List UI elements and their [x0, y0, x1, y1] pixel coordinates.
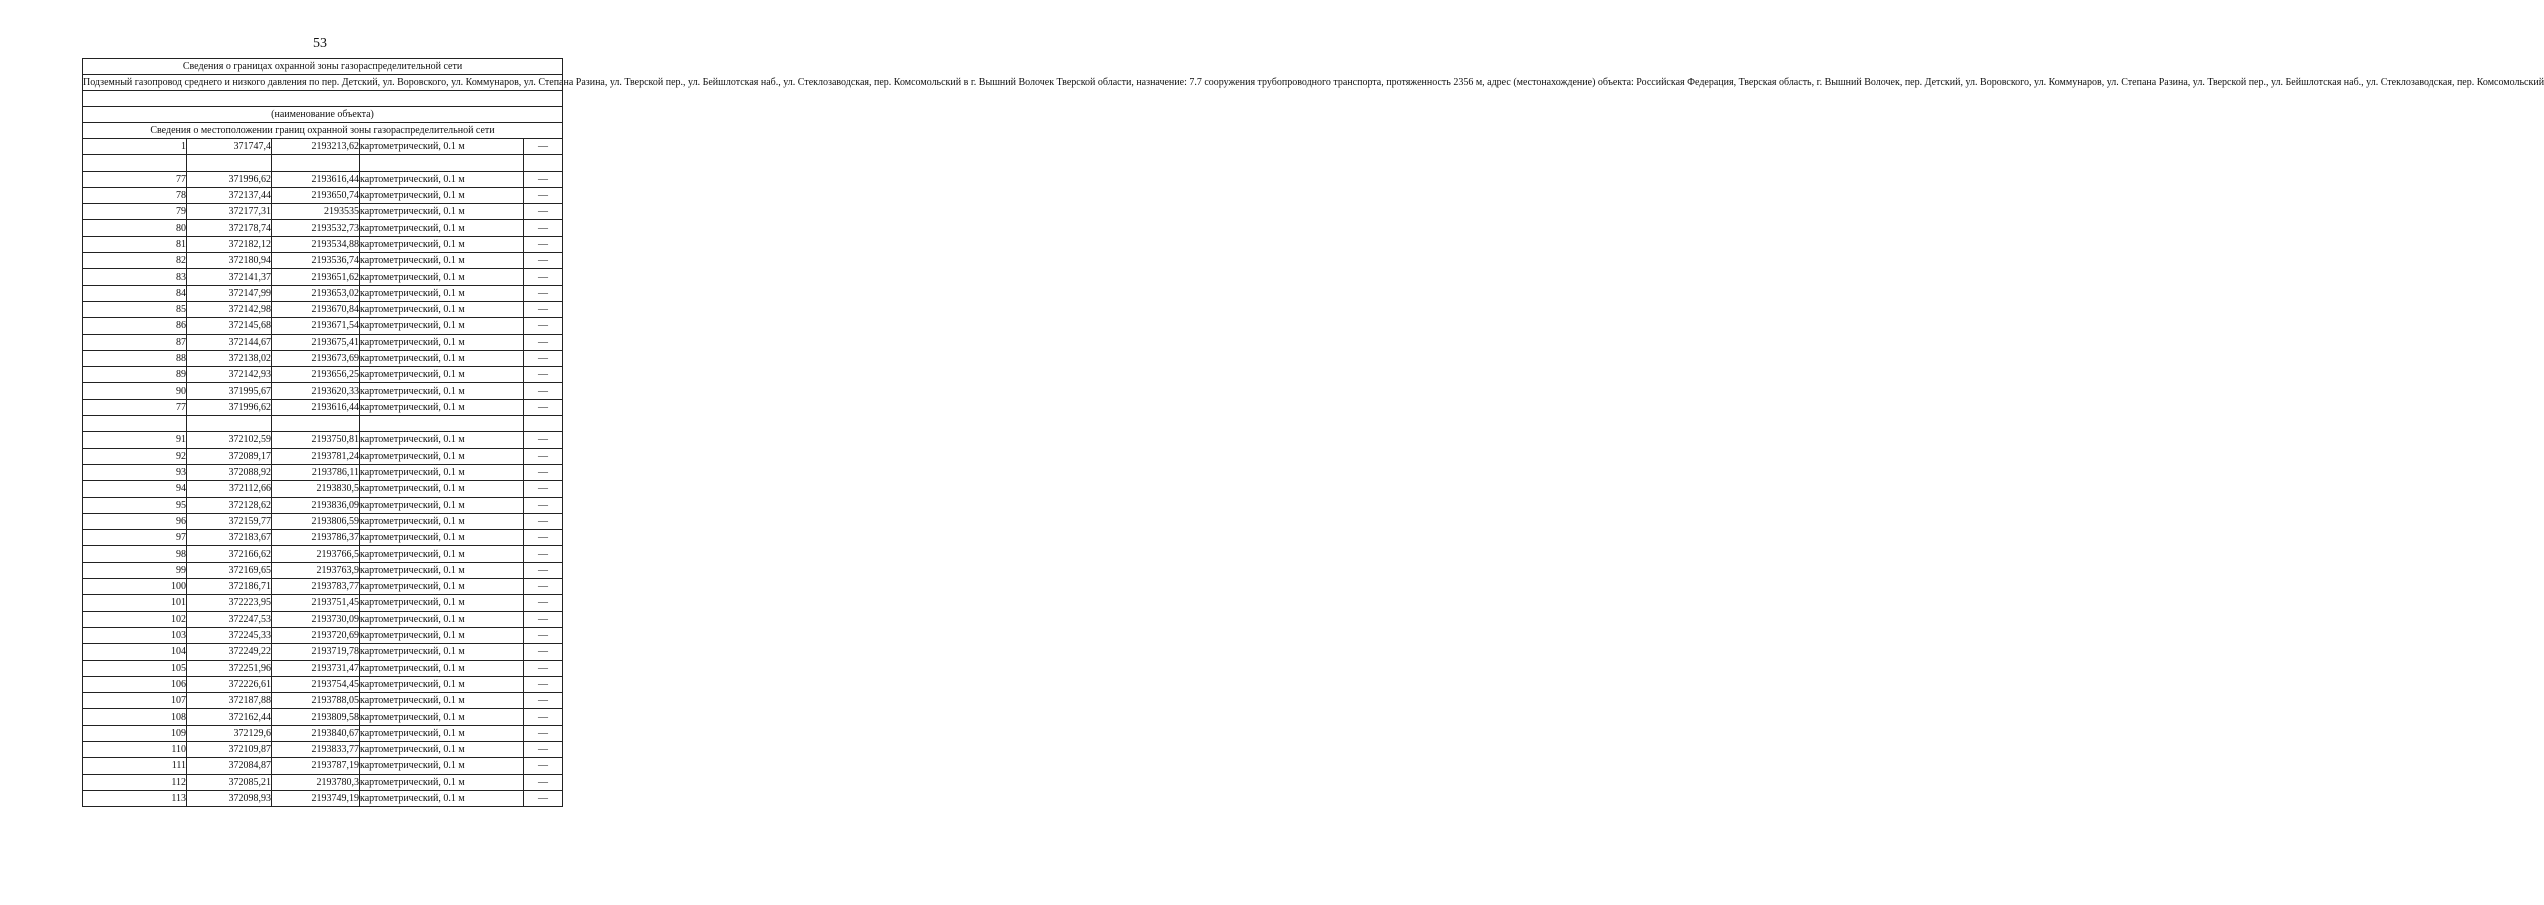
coord-y: 2193750,81 — [272, 432, 360, 448]
point-number: 81 — [83, 236, 187, 252]
method-accuracy: картометрический, 0.1 м — [360, 139, 524, 155]
description-cell: — — [524, 187, 563, 203]
coord-x: 372226,61 — [187, 676, 272, 692]
method-accuracy: картометрический, 0.1 м — [360, 464, 524, 480]
method-accuracy: картометрический, 0.1 м — [360, 350, 524, 366]
table-row — [83, 741, 563, 757]
point-number: 84 — [83, 285, 187, 301]
table-row — [83, 627, 563, 643]
description-cell: — — [524, 611, 563, 627]
table-row — [83, 399, 563, 415]
description-cell: — — [524, 530, 563, 546]
table-row — [83, 285, 563, 301]
table-row — [83, 448, 563, 464]
empty-cell — [524, 155, 563, 171]
point-number: 80 — [83, 220, 187, 236]
method-accuracy: картометрический, 0.1 м — [360, 790, 524, 806]
method-accuracy: картометрический, 0.1 м — [360, 546, 524, 562]
boundaries-table — [82, 58, 2544, 807]
point-number: 98 — [83, 546, 187, 562]
table-row — [83, 676, 563, 692]
coord-y: 2193833,77 — [272, 741, 360, 757]
description-cell: — — [524, 676, 563, 692]
table-row — [83, 204, 563, 220]
description-cell: — — [524, 399, 563, 415]
table-row — [83, 334, 563, 350]
description-cell: — — [524, 171, 563, 187]
method-accuracy: картометрический, 0.1 м — [360, 741, 524, 757]
table-row — [83, 187, 563, 203]
point-number: 88 — [83, 350, 187, 366]
method-accuracy: картометрический, 0.1 м — [360, 660, 524, 676]
coord-x: 372162,44 — [187, 709, 272, 725]
table-row — [83, 497, 563, 513]
coord-y: 2193809,58 — [272, 709, 360, 725]
coord-x: 372177,31 — [187, 204, 272, 220]
method-accuracy: картометрический, 0.1 м — [360, 481, 524, 497]
coord-x: 372142,98 — [187, 301, 272, 317]
coord-x: 372182,12 — [187, 236, 272, 252]
empty-cell — [272, 155, 360, 171]
point-number: 99 — [83, 562, 187, 578]
coord-y: 2193730,09 — [272, 611, 360, 627]
table-row — [83, 530, 563, 546]
method-accuracy: картометрический, 0.1 м — [360, 709, 524, 725]
table-row — [83, 709, 563, 725]
coord-x: 372142,93 — [187, 367, 272, 383]
coord-y: 2193751,45 — [272, 595, 360, 611]
method-accuracy: картометрический, 0.1 м — [360, 399, 524, 415]
empty-cell — [360, 416, 524, 432]
method-accuracy: картометрический, 0.1 м — [360, 513, 524, 529]
coord-y: 2193213,62 — [272, 139, 360, 155]
coord-y: 2193731,47 — [272, 660, 360, 676]
location-header: Сведения о местоположении границ охранной зоны газораспределительной сети — [83, 123, 563, 139]
point-number: 96 — [83, 513, 187, 529]
spacer-row — [83, 91, 563, 107]
table-row — [83, 350, 563, 366]
description-cell: — — [524, 220, 563, 236]
coord-x: 372141,37 — [187, 269, 272, 285]
point-number: 97 — [83, 530, 187, 546]
coord-x: 372084,87 — [187, 758, 272, 774]
method-accuracy: картометрический, 0.1 м — [360, 579, 524, 595]
point-number: 90 — [83, 383, 187, 399]
method-accuracy: картометрический, 0.1 м — [360, 611, 524, 627]
coord-x: 372138,02 — [187, 350, 272, 366]
coord-y: 2193616,44 — [272, 171, 360, 187]
coord-y: 2193534,88 — [272, 236, 360, 252]
empty-cell — [187, 155, 272, 171]
description-cell: — — [524, 481, 563, 497]
point-number: 108 — [83, 709, 187, 725]
table-row — [83, 236, 563, 252]
coord-x: 372223,95 — [187, 595, 272, 611]
table-row — [83, 579, 563, 595]
point-number: 102 — [83, 611, 187, 627]
separator-row — [83, 155, 563, 171]
point-number: 103 — [83, 627, 187, 643]
coord-x: 372180,94 — [187, 253, 272, 269]
method-accuracy: картометрический, 0.1 м — [360, 448, 524, 464]
method-accuracy: картометрический, 0.1 м — [360, 644, 524, 660]
coord-y: 2193830,5 — [272, 481, 360, 497]
method-accuracy: картометрический, 0.1 м — [360, 367, 524, 383]
coord-y: 2193840,67 — [272, 725, 360, 741]
method-accuracy: картометрический, 0.1 м — [360, 693, 524, 709]
coord-y: 2193749,19 — [272, 790, 360, 806]
coord-x: 372159,77 — [187, 513, 272, 529]
description-cell: — — [524, 660, 563, 676]
point-number: 101 — [83, 595, 187, 611]
coord-y: 2193836,09 — [272, 497, 360, 513]
table-row — [83, 595, 563, 611]
table-title: Сведения о границах охранной зоны газораспределительной сети — [83, 59, 563, 75]
coord-y: 2193763,9 — [272, 562, 360, 578]
coord-y: 2193673,69 — [272, 350, 360, 366]
empty-cell — [83, 155, 187, 171]
description-cell: — — [524, 774, 563, 790]
method-accuracy: картометрический, 0.1 м — [360, 187, 524, 203]
coord-y: 2193806,59 — [272, 513, 360, 529]
object-description: Подземный газопровод среднего и низкого давления по пер. Детский, ул. Воровского, ул. Коммунаров, ул. Степана Разина, ул. Тверской пер., ул. Бейшлотская наб., ул. Стеклозаводская, пер. Комсомольский в г. Вышний Волочек Тверской области, назначение: 7.7 сооружения трубопроводного транспорта, протяженность 2356 м, адрес (местонахождение) объекта: Российская Федерация, Тверская область, г. Вышний Волочек, пер. Детский, ул. Воровского, ул. Коммунаров, ул. Степана Разина, ул. Тверской пер., ул. Бейшлотская наб., ул. Стеклозаводская, пер. Комсомольский — [83, 75, 563, 91]
coord-x: 372112,66 — [187, 481, 272, 497]
coord-y: 2193787,19 — [272, 758, 360, 774]
description-cell: — — [524, 758, 563, 774]
coord-x: 372186,71 — [187, 579, 272, 595]
table-row — [83, 464, 563, 480]
description-cell: — — [524, 725, 563, 741]
coord-y: 2193786,37 — [272, 530, 360, 546]
coord-x: 372128,62 — [187, 497, 272, 513]
point-number: 100 — [83, 579, 187, 595]
method-accuracy: картометрический, 0.1 м — [360, 204, 524, 220]
coord-x: 372102,59 — [187, 432, 272, 448]
description-cell: — — [524, 562, 563, 578]
point-number: 82 — [83, 253, 187, 269]
description-cell: — — [524, 204, 563, 220]
description-cell: — — [524, 236, 563, 252]
separator-row — [83, 416, 563, 432]
coord-y: 2193620,33 — [272, 383, 360, 399]
coord-x: 372089,17 — [187, 448, 272, 464]
method-accuracy: картометрический, 0.1 м — [360, 676, 524, 692]
table-row — [83, 513, 563, 529]
point-number: 93 — [83, 464, 187, 480]
description-cell: — — [524, 448, 563, 464]
point-number: 78 — [83, 187, 187, 203]
coord-y: 2193781,24 — [272, 448, 360, 464]
description-cell: — — [524, 318, 563, 334]
method-accuracy: картометрический, 0.1 м — [360, 236, 524, 252]
coord-y: 2193535 — [272, 204, 360, 220]
description-cell: — — [524, 285, 563, 301]
point-number: 105 — [83, 660, 187, 676]
description-cell: — — [524, 546, 563, 562]
point-number: 111 — [83, 758, 187, 774]
table-row — [83, 644, 563, 660]
method-accuracy: картометрический, 0.1 м — [360, 220, 524, 236]
coord-x: 372145,68 — [187, 318, 272, 334]
method-accuracy: картометрический, 0.1 м — [360, 285, 524, 301]
point-number: 77 — [83, 399, 187, 415]
coord-y: 2193656,25 — [272, 367, 360, 383]
coord-x: 372088,92 — [187, 464, 272, 480]
method-accuracy: картометрический, 0.1 м — [360, 301, 524, 317]
point-number: 110 — [83, 741, 187, 757]
point-number: 77 — [83, 171, 187, 187]
empty-cell — [83, 416, 187, 432]
description-cell: — — [524, 627, 563, 643]
coord-y: 2193766,5 — [272, 546, 360, 562]
coord-y: 2193653,02 — [272, 285, 360, 301]
point-number: 107 — [83, 693, 187, 709]
description-cell: — — [524, 301, 563, 317]
method-accuracy: картометрический, 0.1 м — [360, 269, 524, 285]
coord-x: 372129,6 — [187, 725, 272, 741]
coord-y: 2193788,05 — [272, 693, 360, 709]
method-accuracy: картометрический, 0.1 м — [360, 595, 524, 611]
description-cell: — — [524, 579, 563, 595]
point-number: 109 — [83, 725, 187, 741]
coord-x: 371996,62 — [187, 399, 272, 415]
method-accuracy: картометрический, 0.1 м — [360, 171, 524, 187]
method-accuracy: картометрический, 0.1 м — [360, 627, 524, 643]
empty-cell — [360, 155, 524, 171]
coord-y: 2193780,3 — [272, 774, 360, 790]
method-accuracy: картометрический, 0.1 м — [360, 758, 524, 774]
table-row — [83, 220, 563, 236]
table-row — [83, 611, 563, 627]
coord-x: 372187,88 — [187, 693, 272, 709]
coord-y: 2193719,78 — [272, 644, 360, 660]
table-row — [83, 301, 563, 317]
description-cell: — — [524, 513, 563, 529]
point-number: 79 — [83, 204, 187, 220]
coord-y: 2193650,74 — [272, 187, 360, 203]
description-cell: — — [524, 644, 563, 660]
description-cell: — — [524, 464, 563, 480]
coord-x: 371996,62 — [187, 171, 272, 187]
point-number: 1 — [83, 139, 187, 155]
coord-x: 371995,67 — [187, 383, 272, 399]
point-number: 91 — [83, 432, 187, 448]
page-number: 53 — [313, 36, 327, 51]
empty-cell — [524, 416, 563, 432]
point-number: 87 — [83, 334, 187, 350]
coord-x: 371747,4 — [187, 139, 272, 155]
coord-x: 372247,53 — [187, 611, 272, 627]
method-accuracy: картометрический, 0.1 м — [360, 253, 524, 269]
method-accuracy: картометрический, 0.1 м — [360, 725, 524, 741]
table-row — [83, 432, 563, 448]
point-number: 112 — [83, 774, 187, 790]
table-row — [83, 725, 563, 741]
table-row — [83, 171, 563, 187]
point-number: 85 — [83, 301, 187, 317]
table-row — [83, 546, 563, 562]
table-row — [83, 660, 563, 676]
method-accuracy: картометрический, 0.1 м — [360, 383, 524, 399]
table-row — [83, 562, 563, 578]
description-cell: — — [524, 741, 563, 757]
method-accuracy: картометрический, 0.1 м — [360, 334, 524, 350]
description-cell: — — [524, 334, 563, 350]
description-cell: — — [524, 497, 563, 513]
description-cell: — — [524, 790, 563, 806]
table-row — [83, 693, 563, 709]
coord-x: 372166,62 — [187, 546, 272, 562]
table-row — [83, 269, 563, 285]
coord-x: 372249,22 — [187, 644, 272, 660]
coord-y: 2193536,74 — [272, 253, 360, 269]
point-number: 86 — [83, 318, 187, 334]
table-row — [83, 383, 563, 399]
table-row — [83, 318, 563, 334]
table-row — [83, 774, 563, 790]
table-row — [83, 481, 563, 497]
table-row — [83, 790, 563, 806]
table-row — [83, 253, 563, 269]
coord-y: 2193786,11 — [272, 464, 360, 480]
description-cell: — — [524, 269, 563, 285]
point-number: 106 — [83, 676, 187, 692]
coord-y: 2193720,69 — [272, 627, 360, 643]
coord-x: 372098,93 — [187, 790, 272, 806]
method-accuracy: картометрический, 0.1 м — [360, 530, 524, 546]
coord-x: 372144,67 — [187, 334, 272, 350]
coord-y: 2193783,77 — [272, 579, 360, 595]
description-cell: — — [524, 432, 563, 448]
method-accuracy: картометрический, 0.1 м — [360, 497, 524, 513]
point-number: 94 — [83, 481, 187, 497]
coord-x: 372169,65 — [187, 562, 272, 578]
method-accuracy: картометрический, 0.1 м — [360, 562, 524, 578]
empty-cell — [187, 416, 272, 432]
description-cell: — — [524, 595, 563, 611]
description-cell: — — [524, 350, 563, 366]
coord-x: 372251,96 — [187, 660, 272, 676]
coord-y: 2193754,45 — [272, 676, 360, 692]
object-caption: (наименование объекта) — [83, 107, 563, 123]
point-number: 104 — [83, 644, 187, 660]
coord-y: 2193532,73 — [272, 220, 360, 236]
coord-x: 372147,99 — [187, 285, 272, 301]
coord-y: 2193675,41 — [272, 334, 360, 350]
description-cell: — — [524, 383, 563, 399]
description-cell: — — [524, 367, 563, 383]
point-number: 83 — [83, 269, 187, 285]
coord-y: 2193616,44 — [272, 399, 360, 415]
point-number: 89 — [83, 367, 187, 383]
method-accuracy: картометрический, 0.1 м — [360, 432, 524, 448]
empty-cell — [272, 416, 360, 432]
coord-x: 372183,67 — [187, 530, 272, 546]
method-accuracy: картометрический, 0.1 м — [360, 318, 524, 334]
point-number: 92 — [83, 448, 187, 464]
coord-y: 2193671,54 — [272, 318, 360, 334]
table-row — [83, 139, 563, 155]
method-accuracy: картометрический, 0.1 м — [360, 774, 524, 790]
table-row — [83, 367, 563, 383]
coord-y: 2193670,84 — [272, 301, 360, 317]
coord-x: 372137,44 — [187, 187, 272, 203]
coord-x: 372178,74 — [187, 220, 272, 236]
coord-x: 372109,87 — [187, 741, 272, 757]
coord-x: 372245,33 — [187, 627, 272, 643]
coord-x: 372085,21 — [187, 774, 272, 790]
description-cell: — — [524, 139, 563, 155]
description-cell: — — [524, 693, 563, 709]
point-number: 95 — [83, 497, 187, 513]
table-row — [83, 758, 563, 774]
description-cell: — — [524, 709, 563, 725]
description-cell: — — [524, 253, 563, 269]
coord-y: 2193651,62 — [272, 269, 360, 285]
point-number: 113 — [83, 790, 187, 806]
